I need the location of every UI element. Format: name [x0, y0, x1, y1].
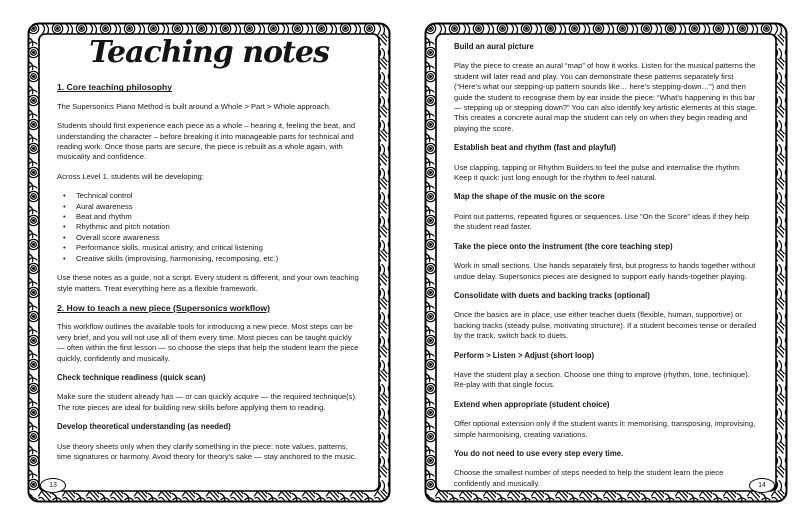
subheading: Take the piece onto the instrument (the core teaching step)	[454, 241, 673, 251]
list-item: • Overall score awareness	[63, 233, 361, 243]
list-item: • Aural awareness	[63, 202, 361, 212]
paragraph: Play the piece to create an aural “map” of how it works. Listen for the musical patterns the student will later read and play. You can demonstrate these patterns separately first (“Here’s what our stepping-up pattern sounds like… here’s stepping-down…”) and then guide the student to recognise them by ear inside the piece: “What’s happening in this bar — stepping up or stepping down?” You can also identify key artistic elements at this stage. This creates a concrete aural map the student can rely on when they begin reading and playing the score.	[454, 61, 758, 133]
list-item: • Technical control	[63, 191, 361, 201]
page-left	[27, 22, 391, 503]
list-item: • Rhythmic and pitch notation	[63, 222, 361, 232]
paragraph: Point out patterns, repeated figures or sequences. Use “On the Score” ideas if they help the student read faster.	[454, 211, 750, 232]
paragraph: Choose the smallest number of steps needed to help the student learn the piece confidently and musically.	[454, 468, 724, 488]
paragraph: Offer optional extension only if the student wants it: memorising, transposing, improvising, simple harmonising, creating variations.	[454, 419, 756, 439]
paragraph: Have the student play a section. Choose one thing to improve (rhythm, tone, technique). Re-play with that single focus.	[454, 369, 750, 390]
subheading: Build an aural picture	[454, 42, 534, 51]
page-title: Teaching notes	[89, 35, 329, 70]
paragraph-across-level: Across Level 1, students will be developing:	[57, 171, 204, 181]
page-right-content	[437, 35, 775, 490]
paragraph-whole-part: Students should first experience each piece as a whole – hearing it, feeling the beat, and understanding the character – before breaking it into manageable parts for technical and reading work. Once those parts are secure, the piece is rebuilt as a whole again, with musicality and confidence.	[57, 121, 356, 162]
page-right	[424, 22, 788, 503]
page-number-left: 13	[40, 478, 66, 493]
subheading: Extend when appropriate (student choice)	[454, 399, 610, 409]
section-beat-rhythm	[454, 143, 758, 183]
paragraph-check-technique: Make sure the student already has — or can quickly acquire — the required technique(s). The rote pieces are ideal for building new skills before applying them to reading.	[57, 392, 358, 412]
subheading: Establish beat and rhythm (fast and playful)	[454, 143, 617, 153]
subheading: Perform > Listen > Adjust (short loop)	[454, 350, 595, 360]
subheading-check-technique: Check technique readiness (quick scan)	[57, 372, 206, 382]
paragraph: Work in small sections. Use hands separately first, but progress to hands together without undue delay. Supersonics pieces are designed to support early hands-together playing.	[454, 261, 756, 281]
section-consolidate	[454, 291, 758, 342]
paragraph: Use clapping, tapping or Rhythm Builders to feel the pulse and internalise the rhythm. Keep it quick: just long enough for the rhythm to feel natural.	[454, 162, 742, 183]
paragraph-workflow: This workflow outlines the available tools for introducing a new piece. Most steps can be very brief, and you will not use all of them every time. Most pieces can be taught quickly — often within the first lesson — so choose the steps that help the student learn the piece quickly, confidently and musically.	[57, 322, 359, 363]
heading-core-philosophy: 1. Core teaching philosophy	[57, 82, 173, 93]
paragraph-develop-theory: Use theory sheets only when they clarify something in the piece: note values, patterns, time signatures or harmony. Avoid theory for theory’s sake — stay anchored to the music.	[57, 441, 357, 461]
subheading-develop-theory: Develop theoretical understanding (as needed)	[57, 422, 231, 432]
subheading: Map the shape of the music on the score	[454, 192, 605, 202]
page-number-right: 14	[749, 478, 775, 493]
section-onto-instrument	[454, 242, 758, 282]
skills-list	[57, 191, 361, 264]
paragraph: Once the basics are in place, use either teacher duets (flexible, human, supportive) or backing tracks (steady pulse, motivating structure). If a student becomes tense or derailed by the track, switch back to duets.	[454, 310, 757, 341]
section-not-every-step	[454, 449, 758, 489]
list-item: • Creative skills (improvising, harmonising, recomposing, etc.)	[63, 254, 361, 264]
heading-workflow: 2. How to teach a new piece (Supersonics workflow)	[57, 302, 270, 313]
subheading: Consolidate with duets and backing tracks (optional)	[454, 290, 650, 300]
page-left-content	[40, 35, 378, 490]
section-aural-picture	[454, 42, 758, 134]
list-item: • Beat and rhythm	[63, 212, 361, 222]
subheading: You do not need to use every step every time.	[454, 448, 624, 458]
section-extend	[454, 400, 758, 440]
section-perform-loop	[454, 351, 758, 391]
paragraph-method: The Supersonics Piano Method is built around a Whole > Part > Whole approach.	[57, 101, 331, 111]
list-item: • Performance skills, musical artistry, and critical listening	[63, 243, 361, 253]
paragraph-guide: Use these notes as a guide, not a script. Every student is different, and your own teaching style matters. Treat everything here as a flexible framework.	[57, 273, 359, 293]
section-map-shape	[454, 192, 758, 232]
